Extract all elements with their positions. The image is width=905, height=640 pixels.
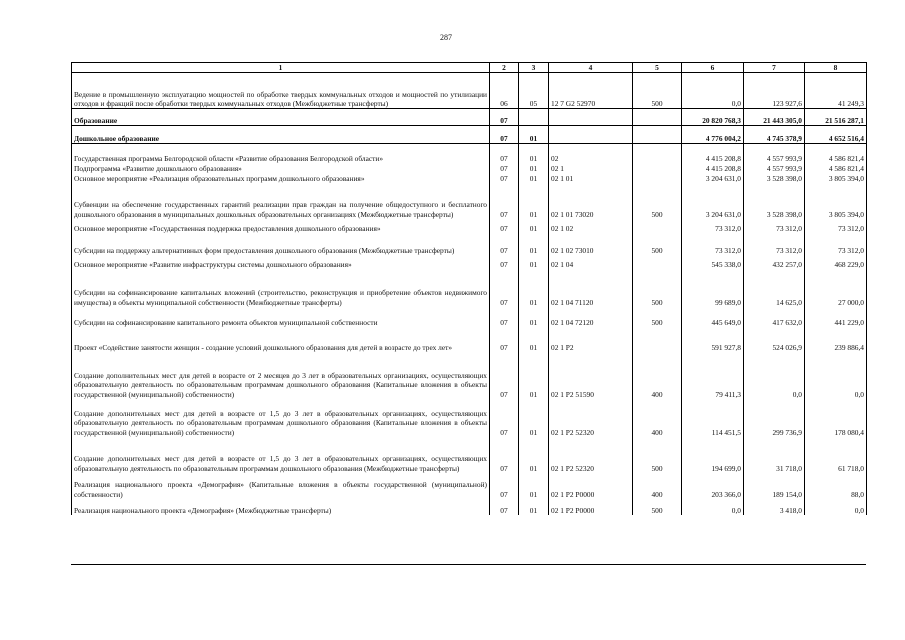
amount-year-3: 441 229,0 <box>805 307 867 327</box>
table-row <box>72 327 867 352</box>
table-row <box>72 307 867 327</box>
table-row <box>72 183 867 219</box>
row-name: Ведение в промышленную эксплуатацию мощностей по обработке твердых коммунальных отходов и мощностей по утилизации отходов и фракций после обработки твердых коммунальных отходов (Межбюджетные трансферты) <box>72 73 490 109</box>
amount-year-2: 3 528 398,0 <box>744 173 805 183</box>
section-code: 07 <box>490 173 519 183</box>
amount-year-3: 239 886,4 <box>805 327 867 352</box>
table-row <box>72 233 867 255</box>
expense-type-code: 400 <box>633 473 682 499</box>
target-article-code: 02 1 04 71120 <box>549 269 633 307</box>
table-row <box>72 144 867 163</box>
amount-year-1: 73 312,0 <box>682 219 744 233</box>
row-name: Проект «Содействие занятости женщин - создание условий дошкольного образования для детей в возрасте до трех лет» <box>72 327 490 352</box>
page-number: 287 <box>440 33 452 42</box>
amount-year-1: 99 689,0 <box>682 269 744 307</box>
amount-year-3: 0,0 <box>805 352 867 399</box>
amount-year-2: 299 736,9 <box>744 399 805 437</box>
target-article-code: 02 1 P2 52320 <box>549 399 633 437</box>
row-name: Основное мероприятие «Реализация образовательных программ дошкольного образования» <box>72 173 490 183</box>
column-number-header <box>72 63 867 73</box>
target-article-code: 02 1 P2 P0000 <box>549 499 633 515</box>
section-code: 07 <box>490 233 519 255</box>
amount-year-1: 194 699,0 <box>682 437 744 473</box>
amount-year-2: 73 312,0 <box>744 219 805 233</box>
amount-year-2: 0,0 <box>744 352 805 399</box>
amount-year-3: 4 652 516,4 <box>805 126 867 144</box>
amount-year-3: 21 516 287,1 <box>805 109 867 126</box>
target-article-code: 02 1 04 <box>549 255 633 269</box>
expense-type-code <box>633 163 682 173</box>
subsection-code: 01 <box>519 437 549 473</box>
amount-year-3: 468 229,0 <box>805 255 867 269</box>
target-article-code: 02 1 P2 P0000 <box>549 473 633 499</box>
row-name: Реализация национального проекта «Демография» (Капитальные вложения в объекты государственной (муниципальной) собственности) <box>72 473 490 499</box>
amount-year-1: 4 415 208,8 <box>682 144 744 163</box>
section-code: 07 <box>490 219 519 233</box>
amount-year-1: 4 415 208,8 <box>682 163 744 173</box>
header-cell: 6 <box>682 63 744 73</box>
amount-year-1: 79 411,3 <box>682 352 744 399</box>
section-code: 07 <box>490 352 519 399</box>
target-article-code: 02 1 P2 51590 <box>549 352 633 399</box>
amount-year-3: 3 805 394,0 <box>805 183 867 219</box>
expense-type-code <box>633 255 682 269</box>
header-cell: 2 <box>490 63 519 73</box>
amount-year-2: 4 557 993,9 <box>744 144 805 163</box>
amount-year-3: 178 080,4 <box>805 399 867 437</box>
row-name: Субвенции на обеспечение государственных гарантий реализации прав граждан на получение общедоступного и бесплатного дошкольного образования в муниципальных дошкольных образовательных организациях (Межбюджетные трансферты) <box>72 183 490 219</box>
expense-type-code: 500 <box>633 269 682 307</box>
amount-year-2: 14 625,0 <box>744 269 805 307</box>
amount-year-1: 20 820 768,3 <box>682 109 744 126</box>
amount-year-3: 88,0 <box>805 473 867 499</box>
header-cell: 5 <box>633 63 682 73</box>
amount-year-3: 0,0 <box>805 499 867 515</box>
amount-year-1: 3 204 631,0 <box>682 173 744 183</box>
row-name: Субсидии на софинансирование капитальных вложений (строительство, реконструкция и приобретение объектов недвижимого имущества) в объекты муниципальной собственности (Межбюджетные трансферты) <box>72 269 490 307</box>
section-code: 07 <box>490 499 519 515</box>
subsection-code: 01 <box>519 307 549 327</box>
amount-year-2: 73 312,0 <box>744 233 805 255</box>
subsection-code: 01 <box>519 126 549 144</box>
amount-year-1: 445 649,0 <box>682 307 744 327</box>
table-row <box>72 73 867 109</box>
row-name: Образование <box>72 109 490 126</box>
amount-year-2: 4 557 993,9 <box>744 163 805 173</box>
table-row <box>72 255 867 269</box>
section-code: 07 <box>490 327 519 352</box>
amount-year-3: 73 312,0 <box>805 219 867 233</box>
amount-year-3: 41 249,3 <box>805 73 867 109</box>
amount-year-1: 114 451,5 <box>682 399 744 437</box>
amount-year-3: 3 805 394,0 <box>805 173 867 183</box>
section-code: 07 <box>490 144 519 163</box>
expense-type-code: 500 <box>633 499 682 515</box>
target-article-code: 02 1 04 72120 <box>549 307 633 327</box>
table-row <box>72 269 867 307</box>
amount-year-3: 4 586 821,4 <box>805 144 867 163</box>
amount-year-1: 0,0 <box>682 499 744 515</box>
amount-year-1: 73 312,0 <box>682 233 744 255</box>
amount-year-1: 591 927,8 <box>682 327 744 352</box>
amount-year-3: 73 312,0 <box>805 233 867 255</box>
table-row <box>72 437 867 473</box>
subsection-code: 01 <box>519 163 549 173</box>
row-name: Основное мероприятие «Развитие инфраструктуры системы дошкольного образования» <box>72 255 490 269</box>
target-article-code: 02 1 P2 52320 <box>549 437 633 473</box>
row-name: Субсидии на поддержку альтернативных форм предоставления дошкольного образования (Межбюджетные трансферты) <box>72 233 490 255</box>
target-article-code: 02 1 01 <box>549 173 633 183</box>
amount-year-2: 31 718,0 <box>744 437 805 473</box>
amount-year-2: 21 443 305,0 <box>744 109 805 126</box>
subsection-code: 01 <box>519 327 549 352</box>
subsection-code: 01 <box>519 233 549 255</box>
table-row <box>72 126 867 144</box>
subsection-code <box>519 109 549 126</box>
table-row <box>72 219 867 233</box>
table-bottom-rule <box>71 564 866 565</box>
expense-type-code: 500 <box>633 73 682 109</box>
target-article-code: 02 <box>549 144 633 163</box>
expense-type-code <box>633 327 682 352</box>
section-code: 07 <box>490 269 519 307</box>
expense-type-code: 400 <box>633 399 682 437</box>
target-article-code: 02 1 <box>549 163 633 173</box>
row-name: Реализация национального проекта «Демография» (Межбюджетные трансферты) <box>72 499 490 515</box>
amount-year-2: 123 927,6 <box>744 73 805 109</box>
header-cell: 7 <box>744 63 805 73</box>
section-code: 07 <box>490 473 519 499</box>
subsection-code: 01 <box>519 219 549 233</box>
header-cell: 3 <box>519 63 549 73</box>
expense-type-code <box>633 144 682 163</box>
amount-year-1: 4 776 004,2 <box>682 126 744 144</box>
expense-type-code: 500 <box>633 437 682 473</box>
amount-year-2: 3 418,0 <box>744 499 805 515</box>
section-code: 07 <box>490 307 519 327</box>
row-name: Создание дополнительных мест для детей в возрасте от 2 месяцев до 3 лет в образовательных организациях, осуществляющих образовательную деятельность по образовательным программам дошкольного образования (Капитальные вложения в объекты государственной (муниципальной) собственности) <box>72 352 490 399</box>
table-row <box>72 173 867 183</box>
amount-year-2: 432 257,0 <box>744 255 805 269</box>
table-row <box>72 163 867 173</box>
expense-type-code <box>633 219 682 233</box>
amount-year-2: 417 632,0 <box>744 307 805 327</box>
amount-year-3: 27 000,0 <box>805 269 867 307</box>
target-article-code: 02 1 02 73010 <box>549 233 633 255</box>
target-article-code: 02 1 P2 <box>549 327 633 352</box>
subsection-code: 01 <box>519 255 549 269</box>
expense-type-code <box>633 126 682 144</box>
target-article-code: 02 1 01 73020 <box>549 183 633 219</box>
section-code: 07 <box>490 163 519 173</box>
row-name: Основное мероприятие «Государственная поддержка предоставления дошкольного образования» <box>72 219 490 233</box>
target-article-code <box>549 109 633 126</box>
row-name: Создание дополнительных мест для детей в возрасте от 1,5 до 3 лет в образовательных организациях, осуществляющих образовательную деятельность по образовательным программам дошкольного образования (Межбюджетные трансферты) <box>72 437 490 473</box>
table-row <box>72 399 867 437</box>
target-article-code <box>549 126 633 144</box>
amount-year-2: 4 745 378,9 <box>744 126 805 144</box>
row-name: Подпрограмма «Развитие дошкольного образования» <box>72 163 490 173</box>
section-code: 06 <box>490 73 519 109</box>
expense-type-code <box>633 173 682 183</box>
row-name: Создание дополнительных мест для детей в возрасте от 1,5 до 3 лет в образовательных организациях, осуществляющих образовательную деятельность по образовательным программам дошкольного образования (Капитальные вложения в объекты государственной (муниципальной) собственности) <box>72 399 490 437</box>
expense-type-code: 500 <box>633 307 682 327</box>
amount-year-2: 189 154,0 <box>744 473 805 499</box>
header-cell: 4 <box>549 63 633 73</box>
table-row <box>72 499 867 515</box>
table-row <box>72 352 867 399</box>
subsection-code: 05 <box>519 73 549 109</box>
target-article-code: 12 7 G2 52970 <box>549 73 633 109</box>
subsection-code: 01 <box>519 352 549 399</box>
table-row <box>72 473 867 499</box>
header-cell: 1 <box>72 63 490 73</box>
amount-year-2: 3 528 398,0 <box>744 183 805 219</box>
row-name: Государственная программа Белгородской области «Развитие образования Белгородской области» <box>72 144 490 163</box>
expense-type-code: 500 <box>633 183 682 219</box>
amount-year-1: 3 204 631,0 <box>682 183 744 219</box>
subsection-code: 01 <box>519 144 549 163</box>
section-code: 07 <box>490 399 519 437</box>
subsection-code: 01 <box>519 399 549 437</box>
amount-year-2: 524 026,9 <box>744 327 805 352</box>
header-cell: 8 <box>805 63 867 73</box>
subsection-code: 01 <box>519 473 549 499</box>
section-code: 07 <box>490 255 519 269</box>
section-code: 07 <box>490 437 519 473</box>
subsection-code: 01 <box>519 173 549 183</box>
expense-type-code <box>633 109 682 126</box>
section-code: 07 <box>490 109 519 126</box>
expense-type-code: 500 <box>633 233 682 255</box>
row-name: Субсидии на софинансирование капитального ремонта объектов муниципальной собственности <box>72 307 490 327</box>
subsection-code: 01 <box>519 499 549 515</box>
subsection-code: 01 <box>519 269 549 307</box>
expense-type-code: 400 <box>633 352 682 399</box>
subsection-code: 01 <box>519 183 549 219</box>
amount-year-1: 545 338,0 <box>682 255 744 269</box>
section-code: 07 <box>490 126 519 144</box>
table-row <box>72 109 867 126</box>
target-article-code: 02 1 02 <box>549 219 633 233</box>
amount-year-1: 0,0 <box>682 73 744 109</box>
amount-year-3: 4 586 821,4 <box>805 163 867 173</box>
section-code: 07 <box>490 183 519 219</box>
row-name: Дошкольное образование <box>72 126 490 144</box>
amount-year-3: 61 718,0 <box>805 437 867 473</box>
amount-year-1: 203 366,0 <box>682 473 744 499</box>
budget-table <box>71 62 867 515</box>
